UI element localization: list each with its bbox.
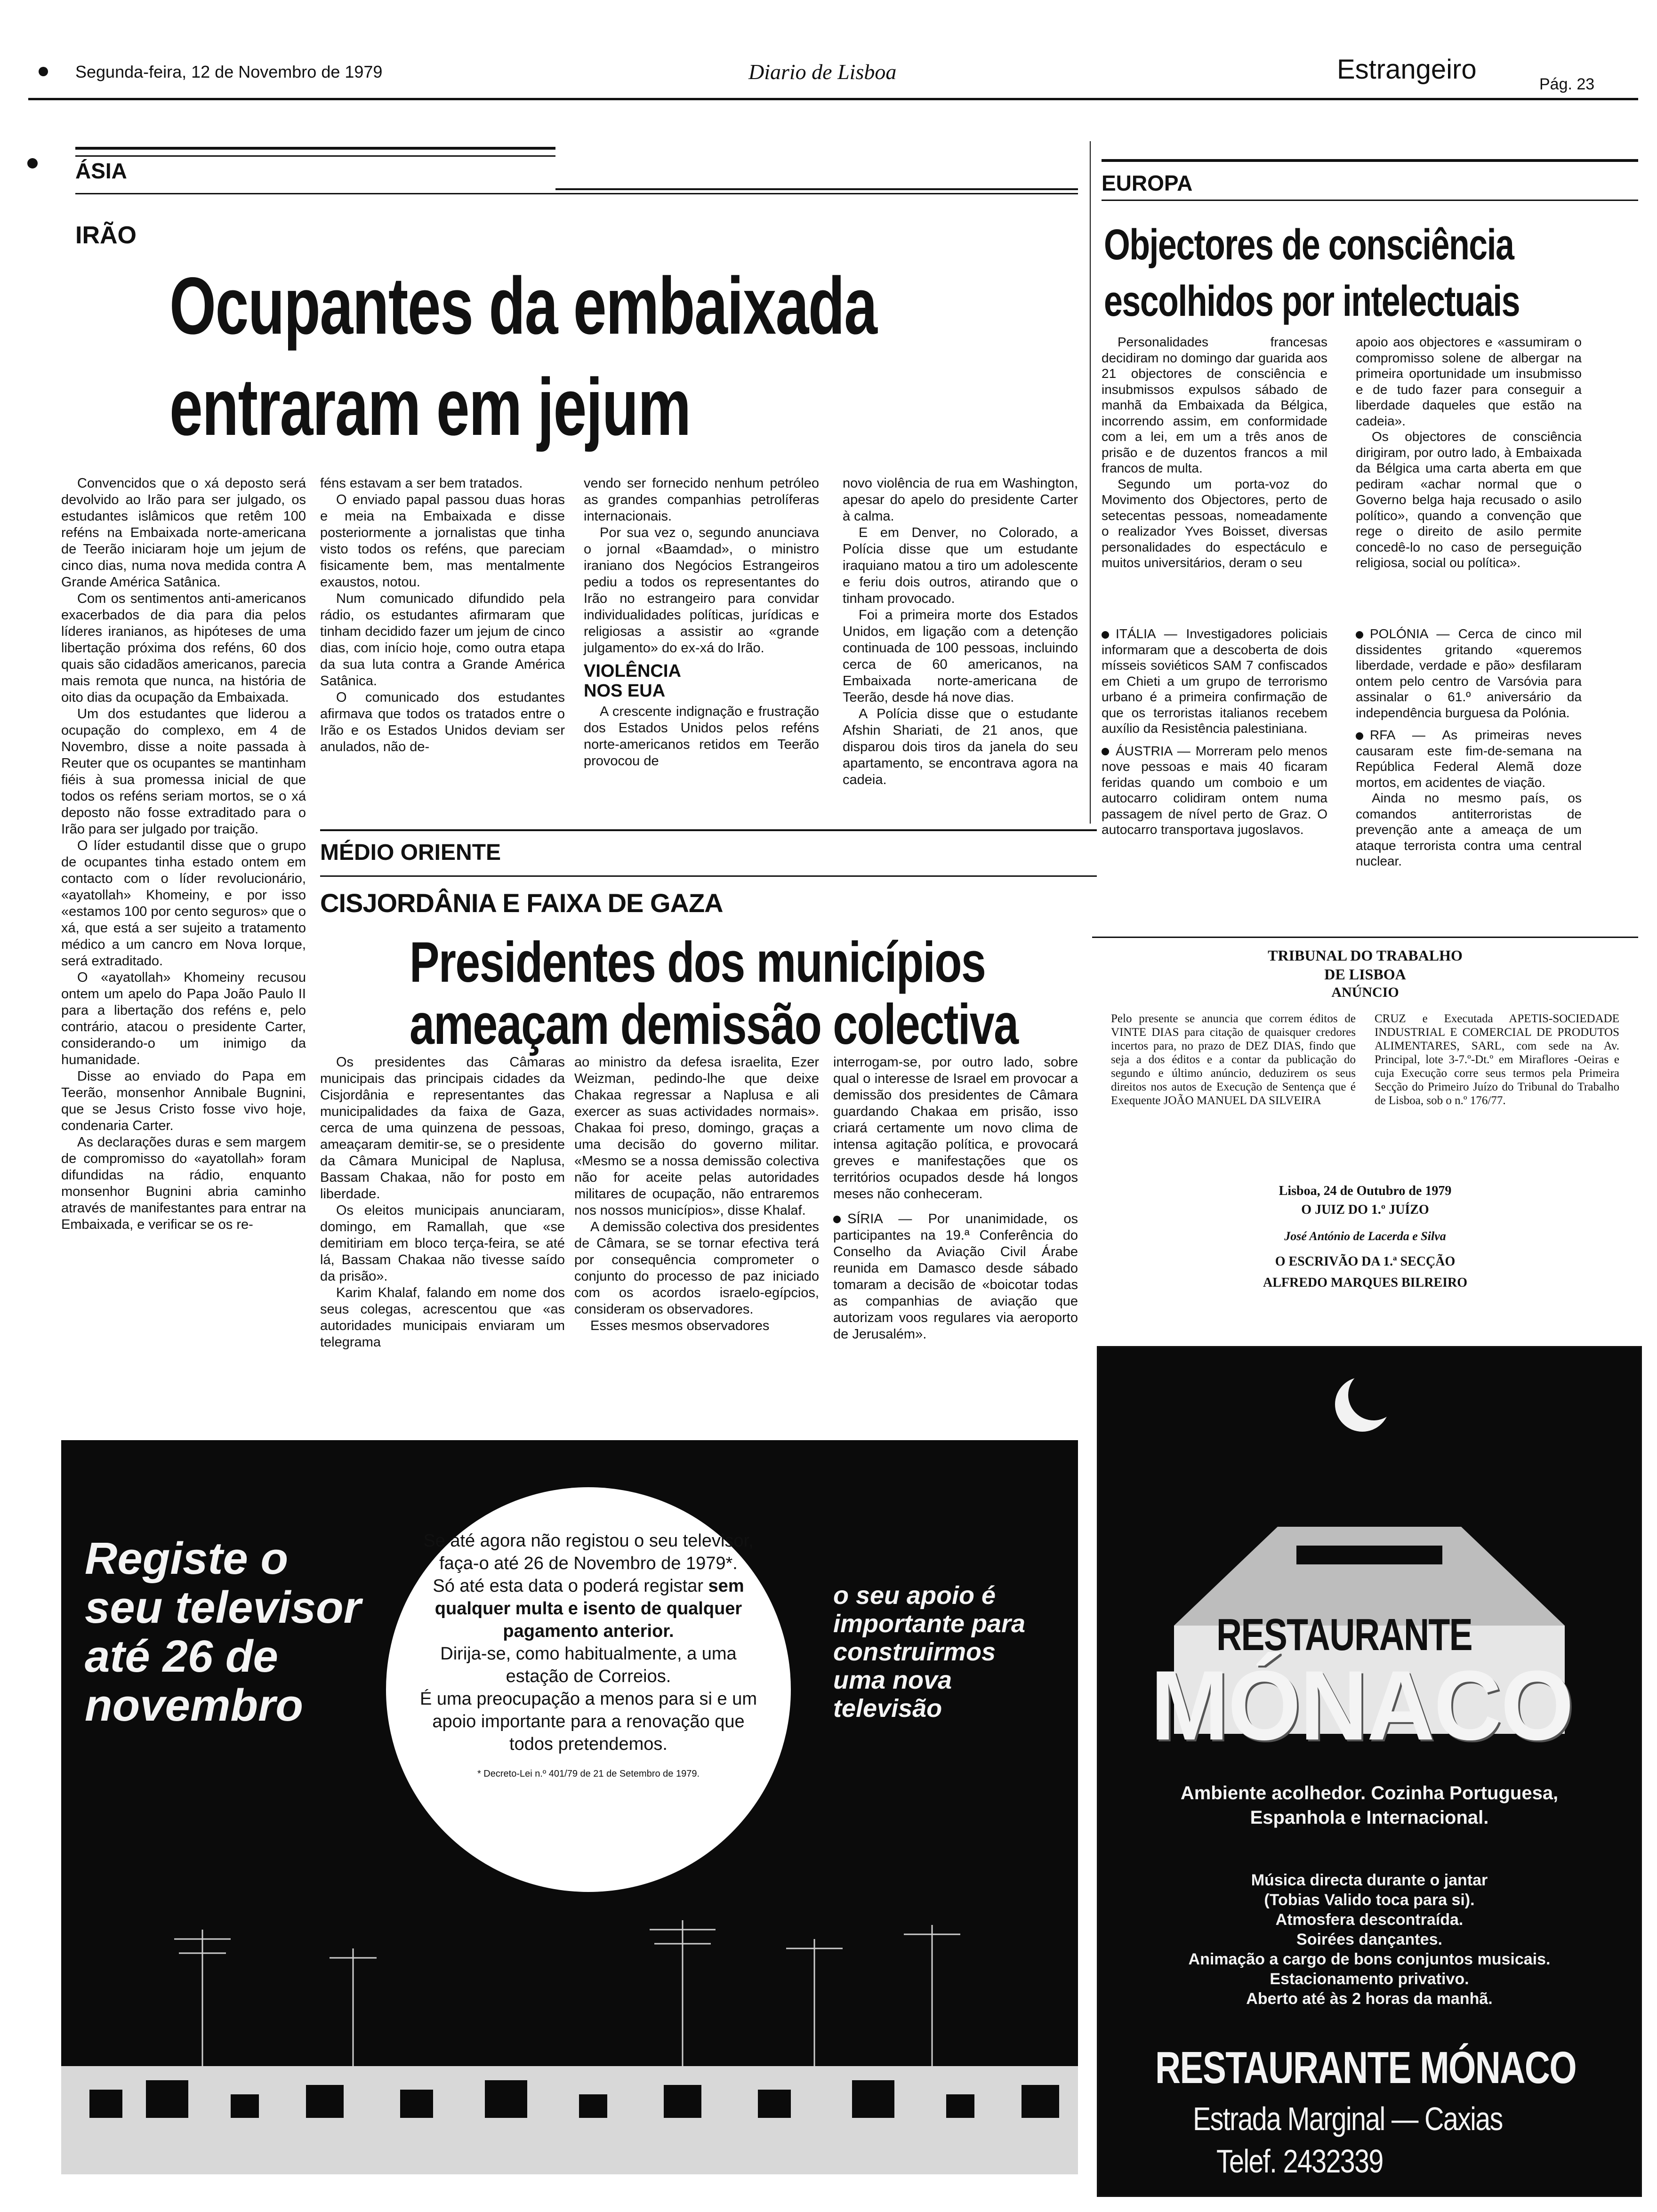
tribunal-judge-title: O JUIZ DO 1.º JUÍZO — [1301, 1202, 1429, 1217]
europa-headline-line1: Objectores de consciência — [1104, 221, 1514, 269]
asia-section-label: ÁSIA — [75, 159, 127, 183]
paragraph: Personalidades francesas decidiram no domingo dar guarida aos 21 objectores de consciência e insubmissos expulsos sábado de manhã da Embaixada da Bélgica, incorrendo assim, em conformidade com a lei, em um a três anos de prisão e de duzentos francos a mil francos de multa. — [1102, 335, 1327, 475]
masthead — [0, 0, 1657, 113]
masthead-rule — [28, 98, 1638, 100]
restaurant-info-lines — [1146, 1870, 1593, 2009]
bullet-icon — [27, 158, 38, 168]
asia-column-4 — [843, 475, 1078, 788]
paragraph: Os objectores de consciência dirigiram, por outro lado, à Embaixada da Bélgica uma carta aberta em que pediram «achar normal que o Governo belga haja recusado o asilo político», quando a convenção que rege o direito de asilo permite concedê-lo no caso de perseguição religiosa, social ou política». — [1356, 429, 1582, 570]
asia-headline-line1: Ocupantes da embaixada — [169, 261, 877, 351]
info-line: (Tobias Valido toca para si). — [1264, 1891, 1475, 1909]
paragraph: Foi a primeira morte dos Estados Unidos, em ligação com a detenção continuada de 100 pessoas, incluindo cerca de 60 americanos, na Embaixada norte-americana de Teerão, desde há nove dias. — [843, 608, 1078, 705]
brief-siria — [833, 1211, 1078, 1343]
paragraph: A demissão colectiva dos presidentes de Câmara, se se tornar efectiva terá por consequência comprometer o conjunto do processo de paz iniciado com os acordos israelo-egípcios, consideram os observadores. — [574, 1219, 819, 1317]
restaurant-name-big: MÓNACO — [1150, 1650, 1573, 1761]
restaurant-ad — [1097, 1346, 1642, 2197]
tribunal-anuncio: ANÚNCIO — [1331, 985, 1399, 1000]
paragraph: Os eleitos municipais anunciaram, domingo, em Ramallah, que «se demitiriam em bloco terça-feira, se até lá, Bassam Chakaa não tivesse saído da prisão». — [320, 1203, 565, 1284]
asia-headline-line2: entraram em jejum — [169, 362, 691, 452]
medio-column-2 — [574, 1054, 819, 1334]
bullet-icon — [1102, 631, 1109, 639]
medio-top-rule — [320, 829, 1097, 831]
brief-austria — [1102, 743, 1327, 838]
tribunal-date: Lisboa, 24 de Outubro de 1979 — [1279, 1184, 1452, 1198]
issue-date: Segunda-feira, 12 de Novembro de 1979 — [75, 62, 383, 81]
asia-column-3 — [584, 475, 819, 769]
restaurant-name-top: RESTAURANTE — [1216, 1610, 1472, 1660]
tribunal-clerk-title: O ESCRIVÃO DA 1.ª SECÇÃO — [1275, 1254, 1456, 1269]
medio-column-3 — [833, 1054, 1078, 1343]
info-line: Soirées dançantes. — [1296, 1931, 1442, 1948]
tribunal-top-rule — [1092, 937, 1638, 938]
europa-column-1 — [1102, 334, 1327, 571]
tribunal-subtitle: DE LISBOA — [1324, 966, 1406, 983]
europa-briefs-right — [1356, 626, 1582, 869]
brief-text: ÁUSTRIA — Morreram pelo menos nove pessoas e mais 40 ficaram feridas quando um comboio e um autocarro colidiram ontem numa passagem de nível perto de Graz. O autocarro transportava jugoslavos. — [1102, 743, 1327, 837]
subheading-violencia: VIOLÊNCIA NOS EUA — [584, 661, 681, 701]
bullet-icon — [1356, 631, 1363, 639]
brief-text: POLÓNIA — Cerca de cinco mil dissidentes gritando «queremos liberdade, verdade e pão» desfilaram ontem pelo centro de Varsóvia para assinalar o 61.º aniversário da independência burguesa da Polónia. — [1356, 626, 1582, 720]
city-skyline-illustration — [61, 1911, 1078, 2174]
bubble-line-4: É uma preocupação a menos para si e um apoio importante para a renovação que todos pretendemos. — [419, 1689, 757, 1754]
asia-top-rule — [75, 147, 555, 150]
tribunal-judge: José António de Lacerda e Silva — [1284, 1229, 1446, 1243]
medio-headline-line2: ameaçam demissão colectiva — [410, 992, 1018, 1056]
paragraph: Convencidos que o xá deposto será devolvido ao Irão para ser julgado, os estudantes islâmicos que retêm 100 reféns na Embaixada norte-americana de Teerão iniciaram hoje um jejum de cinco dias, numa nova medida contra A Grande América Satânica. — [61, 476, 306, 590]
brief-text: RFA — As primeiras neves causaram este fim-de-semana na República Federal Alemã doze mortos, em acidentes de viação. — [1356, 728, 1582, 790]
brief-rfa — [1356, 727, 1582, 790]
bubble-line-3: Dirija-se, como habitualmente, a uma estação de Correios. — [440, 1644, 737, 1686]
info-line: Estacionamento privativo. — [1270, 1970, 1469, 1988]
section-name: Estrangeiro — [1337, 54, 1477, 85]
europa-section-label: EUROPA — [1102, 171, 1193, 195]
paragraph: A Polícia disse que o estudante Afshin Shariati, de 21 anos, que disparou dois tiros da janela do seu apartamento, se encontrava agora na cadeia. — [843, 706, 1078, 787]
paragraph: As declarações duras e sem margem de compromisso do «ayatollah» foram difundidas na rádio, enquanto monsenhor Bugnini abria caminho através de manifestantes para entrar na Embaixada, e verificar se os re- — [61, 1135, 306, 1232]
asia-country: IRÃO — [75, 222, 137, 249]
asia-rule — [75, 193, 1078, 194]
restaurant-phone: Telef. 2432339 — [1216, 2143, 1383, 2180]
paragraph: Num comunicado difundido pela rádio, os estudantes afirmaram que tinham decidido fazer um jejum de cinco dias, com início hoje, como outra etapa da sua luta contra a Grande América Satânica. — [320, 591, 565, 689]
asia-column-1 — [61, 475, 306, 1233]
info-line: Aberto até às 2 horas da manhã. — [1246, 1990, 1493, 2008]
paragraph: Disse ao enviado do Papa em Teerão, monsenhor Annibale Bugnini, que se Jesus Cristo fosse vivo hoje, condenaria Carter. — [61, 1069, 306, 1133]
tribunal-title: TRIBUNAL DO TRABALHO — [1268, 947, 1463, 964]
info-line: Atmosfera descontraída. — [1275, 1911, 1464, 1929]
tribunal-notice — [1092, 946, 1638, 1304]
column-rule — [1090, 141, 1091, 824]
paragraph: Segundo um porta-voz do Movimento dos Objectores, perto de setecentas pessoas, nomeadamente o realizador Yves Boisset, diversas personalidades do espectáculo e muitos universitários, deram o seu — [1102, 476, 1327, 570]
tribunal-clerk: ALFREDO MARQUES BILREIRO — [1263, 1275, 1468, 1290]
tv-ad-left-slogan: Registe o seu televisor até 26 de novembro — [85, 1533, 361, 1731]
brief-text: SÍRIA — Por unanimidade, os participantes na 19.ª Conferência do Conselho da Aviação Civil Árabe reunida em Damasco desde sábado tomaram a decisão de «boicotar todas as companhias de aviação que autorizam voos regulares via aeroporto de Jerusalém». — [833, 1211, 1078, 1342]
brief-polonia — [1356, 626, 1582, 721]
paragraph: féns estavam a ser bem tratados. — [320, 476, 523, 491]
paragraph: vendo ser fornecido nenhum petróleo as grandes companhias petrolíferas internacionais. — [584, 476, 819, 524]
paragraph: Por sua vez o, segundo anunciava o jornal «Baamdad», o ministro iraniano dos Negócios Estrangeiros pediu a todos os representantes do Irão no estrangeiro para convidar individualidades políticas, jurídicas e religiosas a assistir ao «grande julgamento» do ex-xá do Irão. — [584, 525, 819, 656]
paragraph: Com os sentimentos anti-americanos exacerbados de dia para dia pelos líderes iranianos, as hipóteses de uma libertação próxima dos reféns, 60 dos quais são cidadãos americanos, parecia mais remota que nunca, na história de oito dias da ocupação da Embaixada. — [61, 591, 306, 705]
bullet-icon — [1102, 748, 1109, 755]
bubble-footnote: * Decreto-Lei n.º 401/79 de 21 de Setembro de 1979. — [477, 1769, 700, 1779]
bubble-line-2: Só até esta data o poderá registar sem qualquer multa e isento de qualquer pagamento anterior. — [433, 1576, 744, 1641]
paragraph: E em Denver, no Colorado, a Polícia disse que um estudante iraquiano matou a tiro um adolescente e feriu dois outros, atirando que o tinham provocado. — [843, 525, 1078, 606]
europa-column-2 — [1356, 334, 1582, 571]
tv-registration-ad — [61, 1440, 1078, 2174]
medio-region: CISJORDÂNIA E FAIXA DE GAZA — [320, 888, 723, 918]
paragraph: Esses mesmos observadores — [590, 1318, 770, 1333]
medio-section-label: MÉDIO ORIENTE — [320, 840, 501, 865]
paragraph: ao ministro da defesa israelita, Ezer Weizman, pedindo-lhe que deixe Chakaa regressar a Naplusa e ali exercer as suas actividades normais». Chakaa foi preso, domingo, graças a uma decisão do governo militar. «Mesmo se a nossa demissão colectiva não for aceite pelas autoridades militares de ocupação, não entraremos nos nossos municípios», disse Khalaf. — [574, 1055, 819, 1218]
tv-ad-bubble-text — [414, 1530, 763, 1780]
europa-headline-line2: escolhidos por intelectuais — [1104, 277, 1520, 325]
info-line: Música directa durante o jantar — [1251, 1871, 1488, 1889]
asia-column-2 — [320, 475, 565, 755]
bubble-line-1: Se até agora não registou o seu televisor, faça-o até 26 de Novembro de 1979*. — [423, 1531, 754, 1573]
brief-text: ITÁLIA — Investigadores policiais informaram que a descoberta de dois mísseis soviéticos SAM 7 confiscados em Chieti a um grupo de terrorismo urbano é a primeira confirmação de que os terroristas italianos recebem auxílio da Resistência palestiniana. — [1102, 626, 1327, 736]
tribunal-text-right: CRUZ e Executada APETIS-SOCIEDADE INDUSTRIAL E COMERCIAL DE PRODUTOS ALIMENTARES, SARL, com sede na Av. Principal, lote 3-7.º-Dt.º em Miraflores -Oeiras e cuja Execução corre seus termos pela Primeira Secção do Primeiro Juízo do Tribunal do Trabalho de Lisboa, sob o n.º 176/77. — [1375, 1012, 1619, 1107]
paragraph: O líder estudantil disse que o grupo de ocupantes tinha estado ontem em contacto com o líder revolucionário, «ayatollah» Khomeiny, e por isso «estamos 100 por cento seguros» que o xá, que está a ser sujeito a tratamento médico a um cancro em Nova Iorque, será extraditado. — [61, 838, 306, 969]
restaurant-address: Estrada Marginal — Caxias — [1193, 2100, 1503, 2137]
europa-rule — [1102, 200, 1638, 201]
medio-headline-line1: Presidentes dos municípios — [410, 930, 986, 994]
bullet-icon — [1356, 732, 1363, 740]
paragraph: O comunicado dos estudantes afirmava que todos os tratados entre o Irão e os Estados Unidos deviam ser anulados, não de- — [320, 690, 565, 754]
paragraph: interrogam-se, por outro lado, sobre qual o interesse de Israel em provocar a demissão dos presidentes de Câmara guardando Chakaa em prisão, isso criará certamente um novo clima de intensa agitação política, e provocará greves e manifestações que os territórios ocupados desde há longos meses não conheceram. — [833, 1055, 1078, 1202]
paragraph: O «ayatollah» Khomeiny recusou ontem um apelo do Papa João Paulo II para a libertação dos reféns e, pelo contrário, atacou o presidente Carter, considerando-o um inimigo da humanidade. — [61, 970, 306, 1067]
paragraph: Os presidentes das Câmaras municipais das principais cidades da Cisjordânia e representantes das municipalidades da faixa de Gaza, cerca de uma quinzena de pessoas, ameaçaram demitir-se, se o presidente da Câmara Municipal de Naplusa, Bassam Chakaa, não for posto em liberdade. — [320, 1055, 565, 1202]
tv-ad-right-slogan: o seu apoio é importante para construirmos uma nova televisão — [833, 1581, 1026, 1723]
paragraph: A crescente indignação e frustração dos Estados Unidos pelos reféns norte-americanos retidos em Teerão provocou de — [584, 704, 819, 769]
bullet-icon — [833, 1216, 841, 1223]
paragraph: novo violência de rua em Washington, apesar do apelo do presidente Carter à calma. — [843, 476, 1078, 524]
paragraph: apoio aos objectores e «assumiram o compromisso solene de albergar na primeira oportunidade um insubmisso e de tudo fazer para conseguir a liberdade daqueles que estão na cadeia». — [1356, 335, 1582, 428]
page-number: Pág. 23 — [1539, 75, 1595, 93]
info-line: Animação a cargo de bons conjuntos musicais. — [1188, 1950, 1551, 1968]
restaurant-footer-name: RESTAURANTE MÓNACO — [1155, 2043, 1577, 2093]
paragraph: Um dos estudantes que liderou a ocupação do complexo, em 4 de Novembro, disse a noite passada à Reuter que os ocupantes se mantinham fiéis à sua promessa inicial de que todos os reféns seriam mortos, se o xá deposto não fosse extraditado para o Irão para ser julgado por traição. — [61, 706, 306, 837]
brief-italia — [1102, 626, 1327, 737]
bullet-icon — [39, 67, 48, 76]
medio-rule — [320, 875, 1097, 877]
europa-briefs-left — [1102, 626, 1327, 838]
paragraph: Ainda no mesmo país, os comandos antiterroristas de prevenção ante a ameaça de um ataque terrorista contra uma central nuclear. — [1356, 791, 1582, 868]
asia-rule-right — [555, 188, 1078, 190]
tribunal-text-left: Pelo presente se anuncia que correm éditos de VINTE DIAS para citação de quaisquer credores incertos para, no prazo de DEZ DIAS, findo que seja a dos éditos e a contar da publicação do segundo e último anúncio, deduzirem os seus direitos nos autos de Execução de Sentença que é Exequente JOÃO MANUEL DA SILVEIRA — [1111, 1012, 1356, 1107]
asia-top-rule-2 — [75, 155, 555, 157]
moon-icon — [1325, 1367, 1400, 1442]
europa-top-rule — [1102, 159, 1638, 162]
paper-name: Diario de Lisboa — [748, 60, 897, 84]
restaurant-tagline: Ambiente acolhedor. Cozinha Portuguesa, Espanhola e Internacional. — [1180, 1783, 1559, 1828]
medio-column-1 — [320, 1054, 565, 1351]
paragraph: Karim Khalaf, falando em nome dos seus colegas, acrescentou que «as autoridades municipais enviaram um telegrama — [320, 1285, 565, 1350]
paragraph: O enviado papal passou duas horas e meia na Embaixada e disse posteriormente a jornalistas que tinha visto todos os reféns, que pareciam fisicamente bem, mas mentalmente exaustos, notou. — [320, 492, 565, 590]
